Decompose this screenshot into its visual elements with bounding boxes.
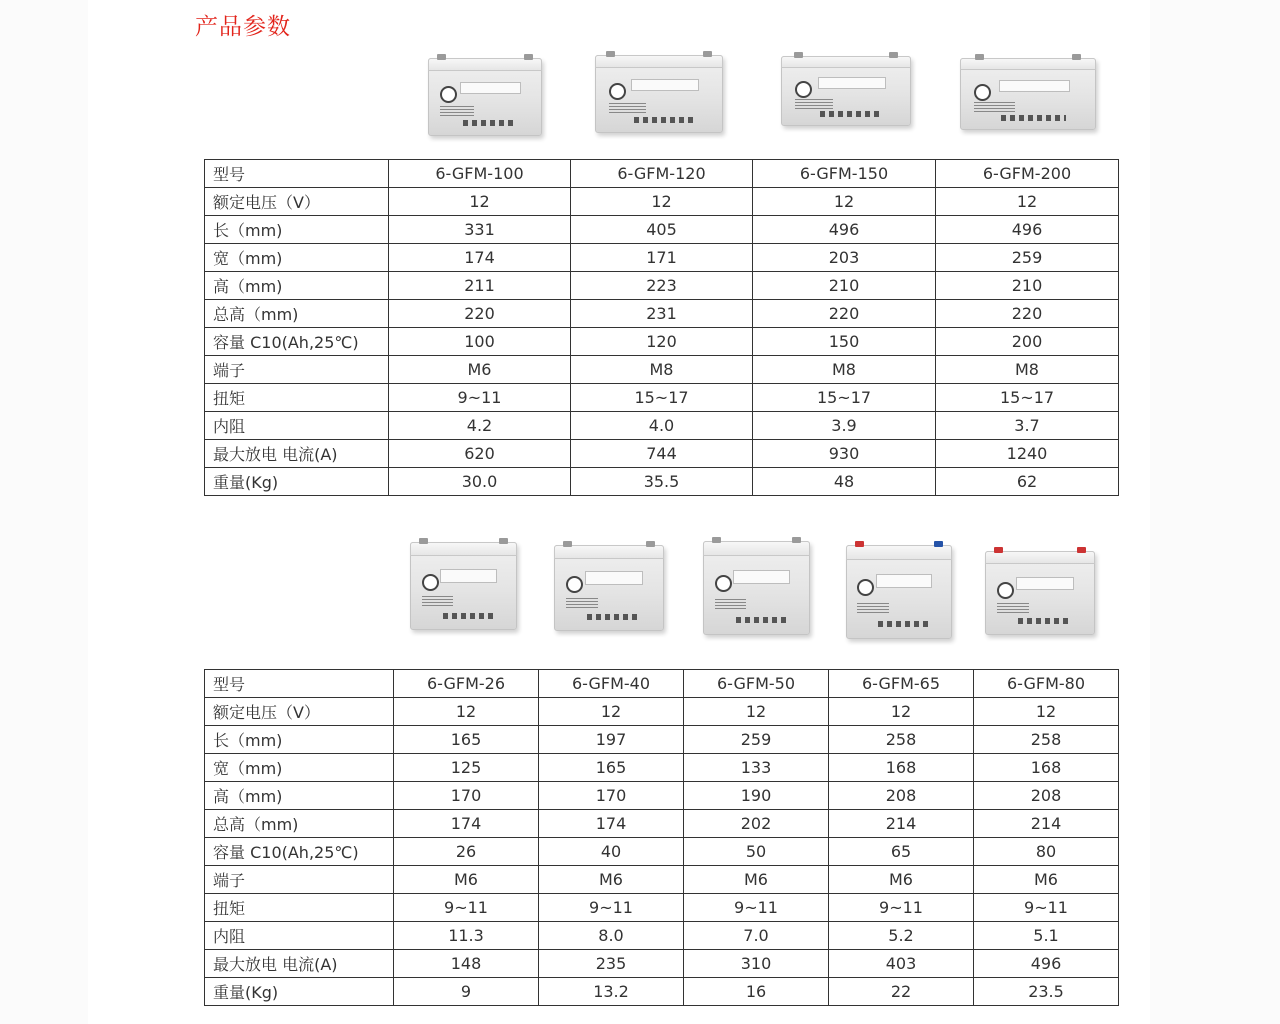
table-cell: 202	[684, 810, 829, 838]
table-cell: 168	[829, 754, 974, 782]
row-header-cell: 最大放电 电流(A)	[205, 950, 394, 978]
row-header-cell: 型号	[205, 670, 394, 698]
table-cell: 165	[539, 754, 684, 782]
table-cell: 4.0	[571, 412, 753, 440]
table-cell: 1240	[936, 440, 1119, 468]
table-row	[205, 272, 1119, 300]
table-row	[205, 894, 1119, 922]
row-header-cell: 端子	[205, 866, 394, 894]
table-cell: 9~11	[389, 384, 571, 412]
row-header-cell: 内阻	[205, 412, 389, 440]
table-cell: 9	[394, 978, 539, 1006]
table-cell: 8.0	[539, 922, 684, 950]
table-row	[205, 160, 1119, 188]
row-header-cell: 容量 C10(Ah,25℃)	[205, 838, 394, 866]
table-cell: M6	[684, 866, 829, 894]
table-cell: 6-GFM-80	[974, 670, 1119, 698]
table-cell: 15~17	[571, 384, 753, 412]
table-cell: 12	[753, 188, 936, 216]
row-header-cell: 高（mm)	[205, 272, 389, 300]
table-cell: M6	[974, 866, 1119, 894]
table-cell: 6-GFM-65	[829, 670, 974, 698]
table-cell: 170	[539, 782, 684, 810]
table-cell: 220	[389, 300, 571, 328]
table-cell: 5.2	[829, 922, 974, 950]
table-cell: 3.7	[936, 412, 1119, 440]
table-row	[205, 782, 1119, 810]
table-cell: 208	[974, 782, 1119, 810]
table-row	[205, 726, 1119, 754]
table-cell: 6-GFM-40	[539, 670, 684, 698]
table-cell: M8	[571, 356, 753, 384]
row-header-cell: 端子	[205, 356, 389, 384]
table-row	[205, 754, 1119, 782]
table-cell: 620	[389, 440, 571, 468]
table-row	[205, 468, 1119, 496]
table-row	[205, 978, 1119, 1006]
table-cell: 48	[753, 468, 936, 496]
table-row	[205, 384, 1119, 412]
table-cell: M8	[753, 356, 936, 384]
section-title: 产品参数	[195, 14, 291, 40]
battery-image-6-gfm-80	[985, 551, 1095, 635]
table-cell: 22	[829, 978, 974, 1006]
table-cell: 6-GFM-100	[389, 160, 571, 188]
row-header-cell: 总高（mm)	[205, 810, 394, 838]
table-row	[205, 698, 1119, 726]
table-row	[205, 328, 1119, 356]
table-cell: M6	[394, 866, 539, 894]
brand-logo-icon	[422, 574, 439, 591]
table-cell: 220	[936, 300, 1119, 328]
brand-logo-icon	[997, 582, 1014, 599]
spec-table-1	[204, 159, 1119, 496]
row-header-cell: 重量(Kg)	[205, 468, 389, 496]
row-header-cell: 扭矩	[205, 384, 389, 412]
battery-image-6-gfm-200	[960, 58, 1096, 130]
table-cell: 210	[936, 272, 1119, 300]
table-cell: 174	[394, 810, 539, 838]
table-cell: 235	[539, 950, 684, 978]
table-row	[205, 838, 1119, 866]
spec-table-2	[204, 669, 1119, 1006]
battery-image-6-gfm-50	[703, 541, 810, 635]
table-cell: 120	[571, 328, 753, 356]
brand-logo-icon	[566, 576, 583, 593]
table-cell: 6-GFM-26	[394, 670, 539, 698]
table-cell: 12	[389, 188, 571, 216]
row-header-cell: 长（mm)	[205, 726, 394, 754]
table-cell: 208	[829, 782, 974, 810]
table-cell: 65	[829, 838, 974, 866]
table-row	[205, 810, 1119, 838]
row-header-cell: 额定电压（V）	[205, 698, 394, 726]
battery-image-6-gfm-26	[410, 542, 517, 630]
row-header-cell: 扭矩	[205, 894, 394, 922]
brand-logo-icon	[715, 575, 732, 592]
table-row	[205, 244, 1119, 272]
table-cell: 258	[829, 726, 974, 754]
row-header-cell: 总高（mm)	[205, 300, 389, 328]
table-cell: 100	[389, 328, 571, 356]
table-cell: 165	[394, 726, 539, 754]
table-cell: 12	[974, 698, 1119, 726]
table-cell: 9~11	[684, 894, 829, 922]
table-cell: 223	[571, 272, 753, 300]
battery-image-6-gfm-120	[595, 55, 723, 133]
table-cell: 150	[753, 328, 936, 356]
brand-logo-icon	[795, 81, 812, 98]
table-cell: 6-GFM-200	[936, 160, 1119, 188]
table-cell: 30.0	[389, 468, 571, 496]
table-cell: 9~11	[974, 894, 1119, 922]
table-cell: 496	[753, 216, 936, 244]
table-cell: 170	[394, 782, 539, 810]
table-cell: 15~17	[753, 384, 936, 412]
table-cell: 174	[539, 810, 684, 838]
table-row	[205, 866, 1119, 894]
table-row	[205, 922, 1119, 950]
row-header-cell: 长（mm)	[205, 216, 389, 244]
table-cell: 7.0	[684, 922, 829, 950]
table-cell: 13.2	[539, 978, 684, 1006]
table-cell: 200	[936, 328, 1119, 356]
table-cell: 40	[539, 838, 684, 866]
table-cell: M6	[539, 866, 684, 894]
table-cell: 203	[753, 244, 936, 272]
table-cell: 259	[936, 244, 1119, 272]
brand-logo-icon	[857, 579, 874, 596]
table-cell: 6-GFM-50	[684, 670, 829, 698]
table-cell: 80	[974, 838, 1119, 866]
table-cell: 133	[684, 754, 829, 782]
row-header-cell: 宽（mm)	[205, 244, 389, 272]
table-cell: 220	[753, 300, 936, 328]
table-cell: 15~17	[936, 384, 1119, 412]
row-header-cell: 最大放电 电流(A)	[205, 440, 389, 468]
table-cell: 168	[974, 754, 1119, 782]
table-cell: 259	[684, 726, 829, 754]
table-row	[205, 188, 1119, 216]
table-cell: M6	[389, 356, 571, 384]
table-cell: 171	[571, 244, 753, 272]
table-cell: 197	[539, 726, 684, 754]
table-row	[205, 356, 1119, 384]
row-header-cell: 重量(Kg)	[205, 978, 394, 1006]
table-cell: 496	[974, 950, 1119, 978]
table-cell: 190	[684, 782, 829, 810]
table-cell: 9~11	[394, 894, 539, 922]
table-cell: 125	[394, 754, 539, 782]
row-header-cell: 额定电压（V）	[205, 188, 389, 216]
table-cell: 231	[571, 300, 753, 328]
table-cell: 12	[539, 698, 684, 726]
table-cell: 12	[571, 188, 753, 216]
table-cell: 11.3	[394, 922, 539, 950]
table-cell: 50	[684, 838, 829, 866]
row-header-cell: 宽（mm)	[205, 754, 394, 782]
table-cell: 23.5	[974, 978, 1119, 1006]
table-cell: 9~11	[829, 894, 974, 922]
table-row	[205, 216, 1119, 244]
table-cell: 214	[974, 810, 1119, 838]
table-row	[205, 412, 1119, 440]
table-row	[205, 300, 1119, 328]
table-cell: 5.1	[974, 922, 1119, 950]
table-cell: 211	[389, 272, 571, 300]
table-row	[205, 950, 1119, 978]
table-cell: 12	[394, 698, 539, 726]
table-cell: 12	[829, 698, 974, 726]
table-cell: 331	[389, 216, 571, 244]
table-cell: 3.9	[753, 412, 936, 440]
brand-logo-icon	[440, 86, 457, 103]
battery-image-6-gfm-40	[554, 545, 664, 631]
table-cell: M8	[936, 356, 1119, 384]
battery-image-6-gfm-150	[781, 56, 911, 126]
row-header-cell: 容量 C10(Ah,25℃)	[205, 328, 389, 356]
table-cell: 12	[936, 188, 1119, 216]
table-row	[205, 670, 1119, 698]
table-cell: 9~11	[539, 894, 684, 922]
row-header-cell: 型号	[205, 160, 389, 188]
table-cell: 12	[684, 698, 829, 726]
table-cell: 6-GFM-120	[571, 160, 753, 188]
brand-logo-icon	[609, 83, 626, 100]
table-cell: 174	[389, 244, 571, 272]
table-cell: 310	[684, 950, 829, 978]
table-cell: 148	[394, 950, 539, 978]
battery-image-6-gfm-65	[846, 545, 952, 639]
table-cell: 16	[684, 978, 829, 1006]
row-header-cell: 高（mm)	[205, 782, 394, 810]
table-cell: 258	[974, 726, 1119, 754]
table-row	[205, 440, 1119, 468]
table-cell: 210	[753, 272, 936, 300]
row-header-cell: 内阻	[205, 922, 394, 950]
table-cell: 214	[829, 810, 974, 838]
table-cell: 4.2	[389, 412, 571, 440]
table-cell: 744	[571, 440, 753, 468]
table-cell: 26	[394, 838, 539, 866]
table-cell: 403	[829, 950, 974, 978]
table-cell: 496	[936, 216, 1119, 244]
table-cell: 405	[571, 216, 753, 244]
table-cell: M6	[829, 866, 974, 894]
brand-logo-icon	[974, 84, 991, 101]
table-cell: 35.5	[571, 468, 753, 496]
table-cell: 62	[936, 468, 1119, 496]
table-cell: 6-GFM-150	[753, 160, 936, 188]
battery-image-6-gfm-100	[428, 58, 542, 136]
table-cell: 930	[753, 440, 936, 468]
